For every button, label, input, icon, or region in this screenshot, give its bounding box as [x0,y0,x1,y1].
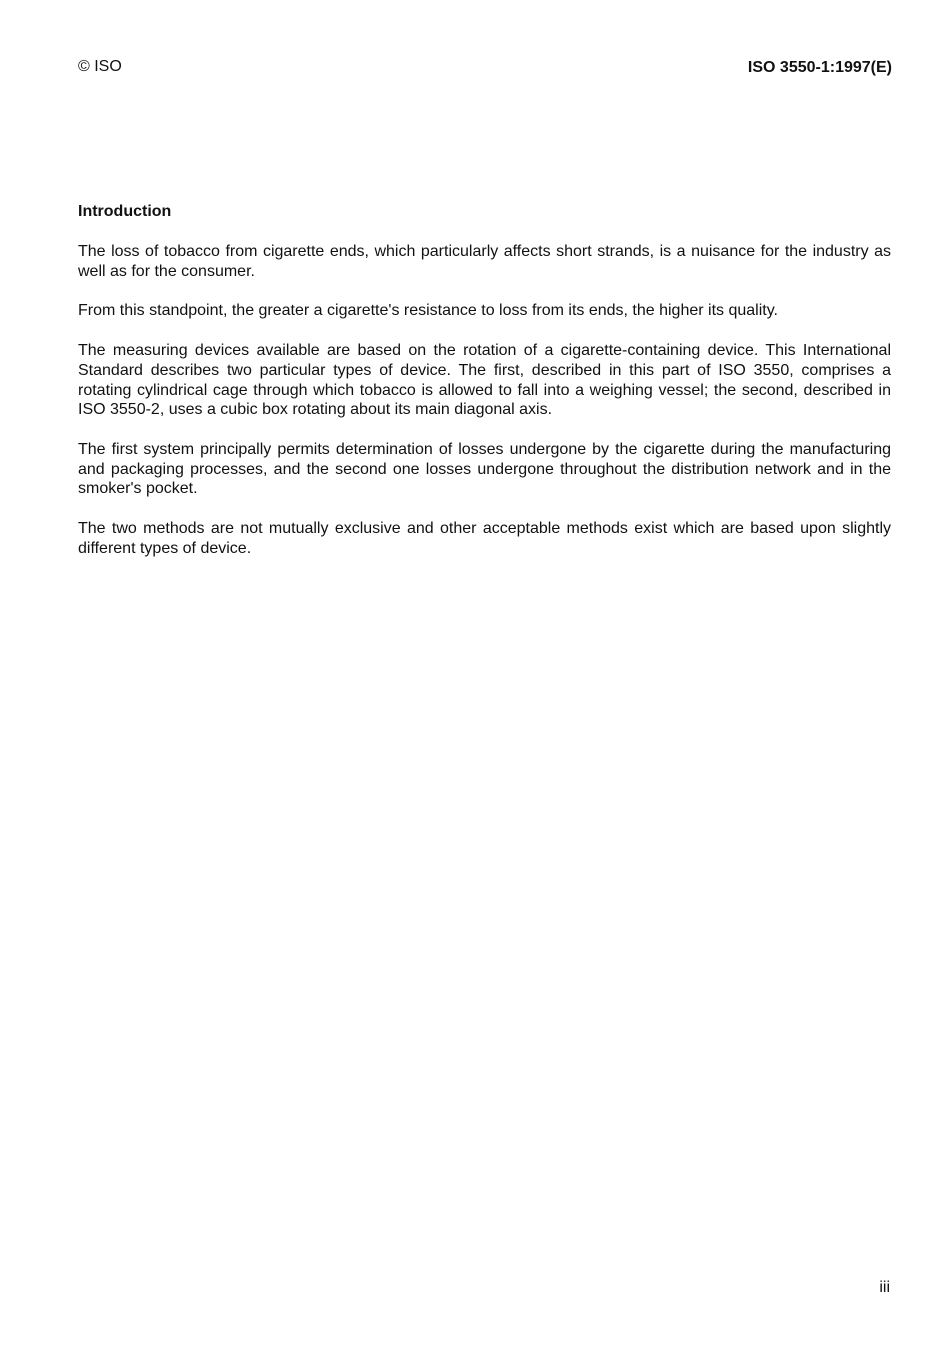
paragraph-3: The measuring devices available are based on the rotation of a cigarette-containing device. This International Standard describes two particular types of device. The first, described in this part of ISO 3550, comprises a rotating cylindrical cage through which tobacco is allowed to fall into a weighing vessel; the second, described in ISO 3550-2, uses a cubic box rotating about its main diagonal axis. [78,342,891,419]
document-identifier: ISO 3550-1:1997(E) [747,59,892,76]
paragraph-1: The loss of tobacco from cigarette ends, which particularly affects short strands, is a nuisance for the industry as well as for the consumer. [78,243,891,280]
paragraph-4: The first system principally permits determination of losses undergone by the cigarette during the manufacturing and packaging processes, and the second one losses undergone throughout the distribution network and in the smoker's pocket. [78,440,891,498]
paragraph-2: From this standpoint, the greater a cigarette's resistance to loss from its ends, the higher its quality. [78,302,778,320]
introduction-section [78,202,891,578]
paragraph-5: The two methods are not mutually exclusive and other acceptable methods exist which are based upon slightly different types of device. [78,520,891,557]
copyright-notice: © ISO [78,58,122,75]
section-title: Introduction [78,203,172,220]
page-number: iii [879,1279,890,1296]
